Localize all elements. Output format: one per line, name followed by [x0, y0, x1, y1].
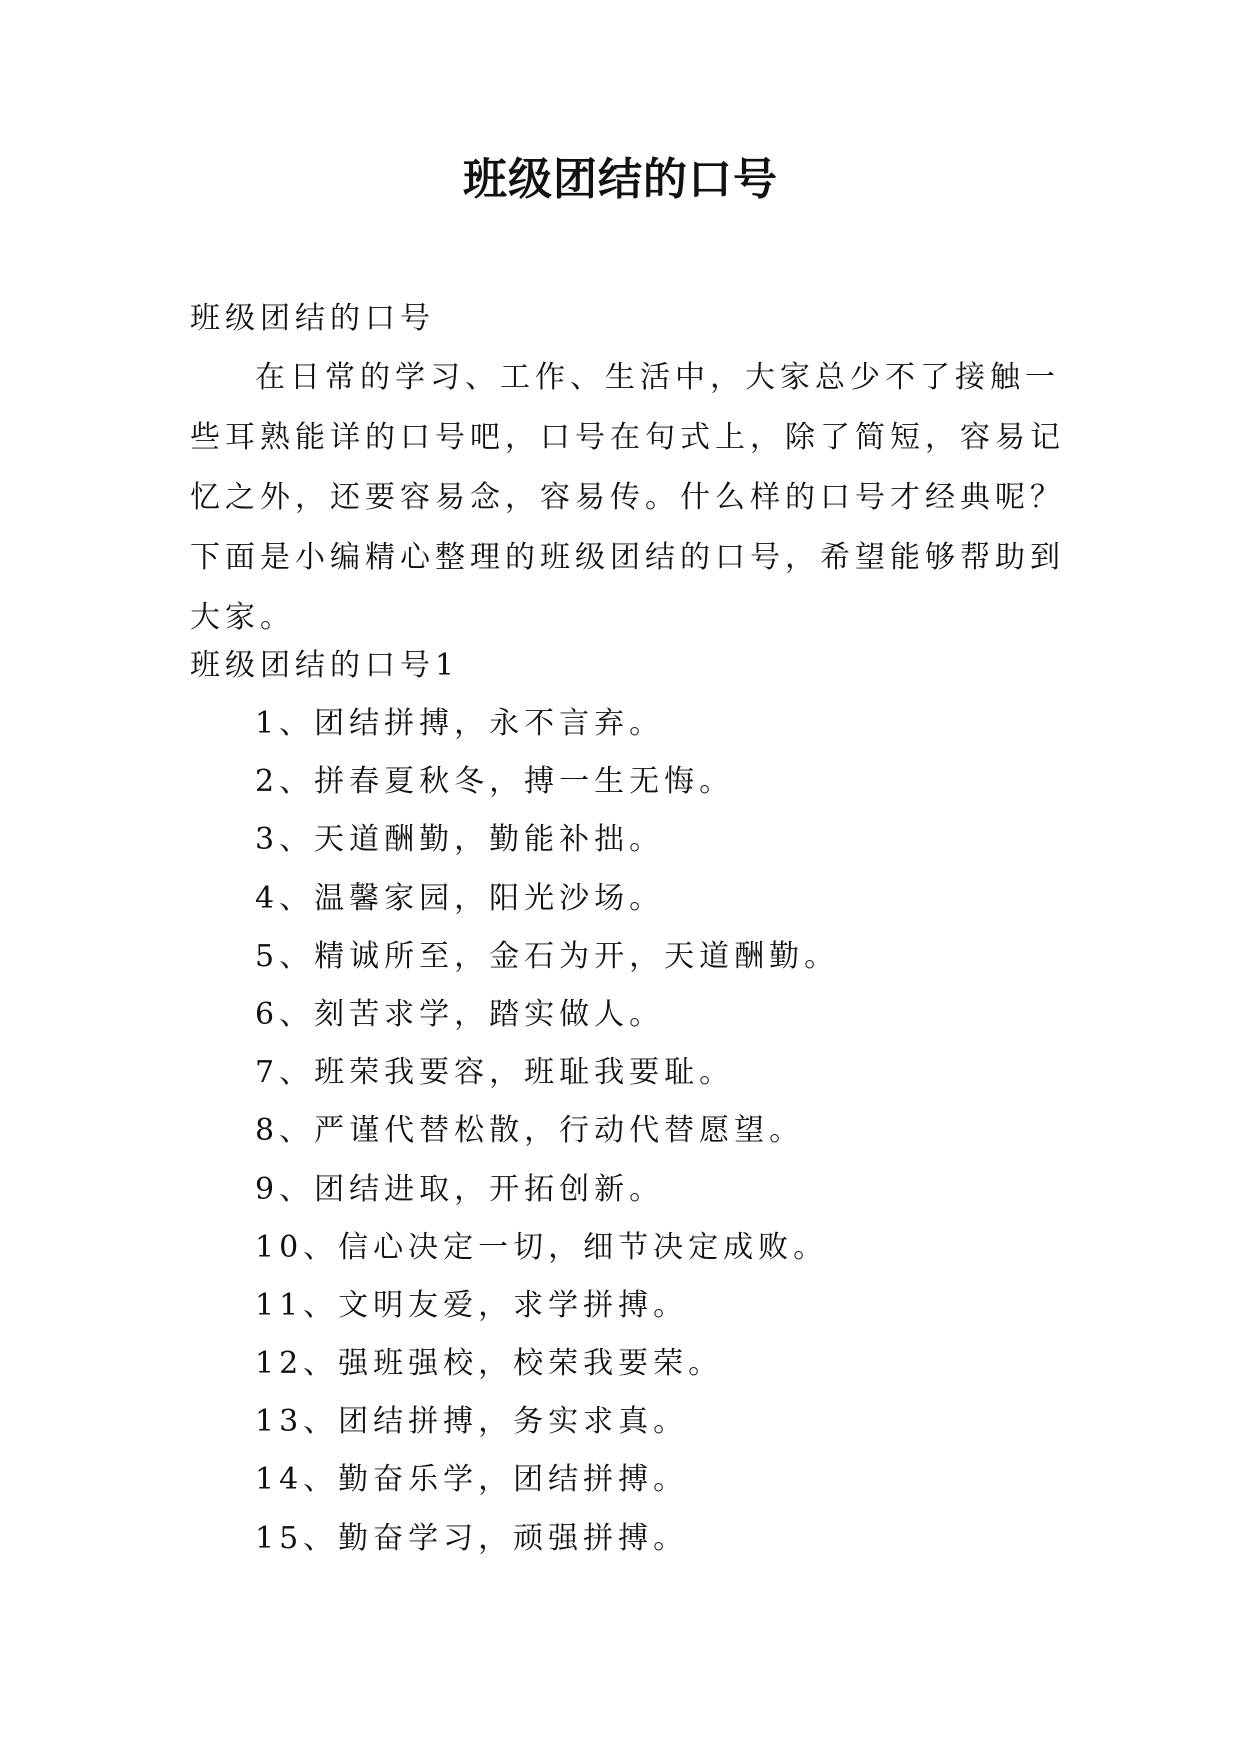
slogan-item: 7、班荣我要容，班耻我要耻。 [255, 1055, 735, 1091]
subheading: 班级团结的口号 [190, 301, 435, 336]
slogan-item: 5、精诚所至，金石为开，天道酬勤。 [255, 938, 840, 974]
slogan-item: 9、团结进取，开拓创新。 [255, 1171, 665, 1207]
slogan-item: 14、勤奋乐学，团结拼搏。 [255, 1462, 689, 1498]
section-heading: 班级团结的口号1 [190, 648, 460, 683]
slogan-item: 8、严谨代替松散，行动代替愿望。 [255, 1113, 805, 1149]
slogan-item: 12、强班强校，校荣我要荣。 [255, 1346, 724, 1382]
slogan-item: 11、文明友爱，求学拼搏。 [255, 1287, 689, 1323]
slogan-item: 6、刻苦求学，踏实做人。 [255, 996, 665, 1032]
slogan-item: 15、勤奋学习，顽强拼搏。 [255, 1520, 689, 1556]
slogan-item: 3、天道酬勤，勤能补拙。 [255, 822, 665, 858]
slogan-item: 4、温馨家园，阳光沙场。 [255, 880, 665, 916]
document-title: 班级团结的口号 [463, 154, 778, 205]
intro-paragraph: 在日常的学习、工作、生活中，大家总少不了接触一些耳熟能详的口号吧，口号在句式上，除了简短，容易记忆之外，还要容易念，容易传。什么样的口号才经典呢？下面是小编精心整理的班级团结的口号，希望能够帮助到大家。 [190, 360, 1065, 635]
slogan-item: 13、团结拼搏，务实求真。 [255, 1404, 689, 1440]
slogan-item: 2、拼春夏秋冬，搏一生无悔。 [255, 764, 735, 800]
slogan-list [255, 695, 1055, 1568]
slogan-item: 10、信心决定一切，细节决定成败。 [255, 1229, 829, 1265]
slogan-item: 1、团结拼搏，永不言弃。 [255, 706, 665, 741]
